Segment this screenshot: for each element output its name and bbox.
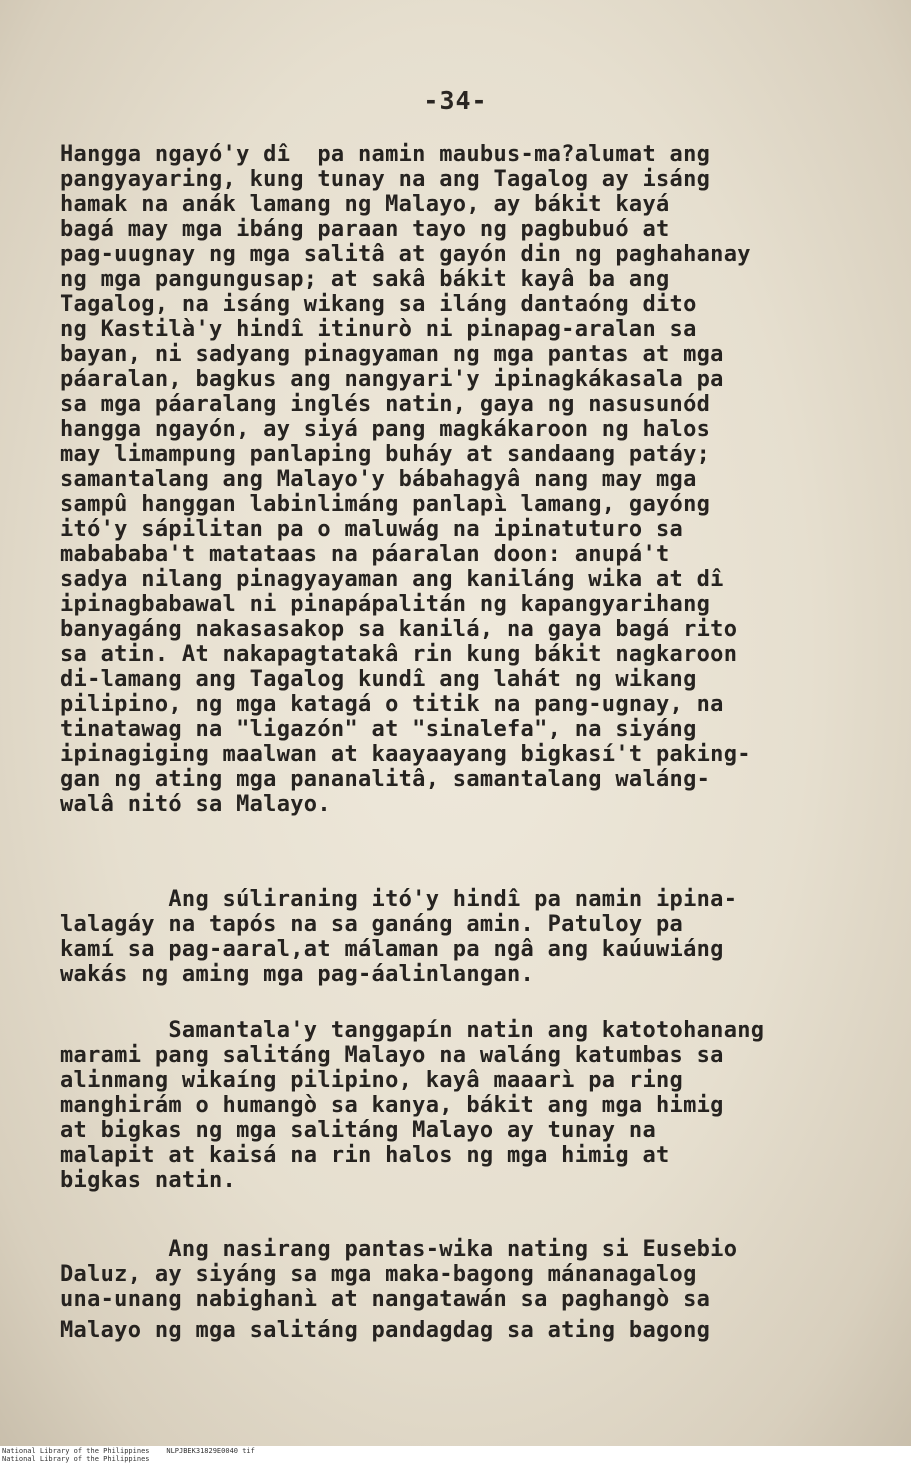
text-line: Hangga ngayó'y dî pa namin maubus-ma?alumat ang [60, 142, 711, 167]
text-line: di-lamang ang Tagalog kundî ang lahát ng wikang [60, 667, 697, 692]
footer-line: National Library of the Philippines [2, 1455, 150, 1463]
text-line: hangga ngayón, ay siyá pang magkákaroon ng halos [60, 417, 711, 442]
footer-line: National Library of the Philippines NLPJBEK31829E0040 tif [2, 1447, 255, 1455]
text-line: hamak na anák lamang ng Malayo, ay bákit kayá [60, 192, 670, 217]
text-line: itó'y sápilitan pa o maluwág na ipinatuturo sa [60, 517, 684, 542]
text-line: lalagáy na tapós na sa ganáng amin. Patuloy pa [60, 912, 684, 937]
text-line: sa atin. At nakapagtatakâ rin kung bákit nagkaroon [60, 642, 738, 667]
text-line: Tagalog, na isáng wikang sa iláng dantaóng dito [60, 292, 697, 317]
text-line: malapit at kaisá na rin halos ng mga himig at [60, 1143, 670, 1168]
text-line: gan ng ating mga pananalitâ, samantalang waláng- [60, 767, 711, 792]
text-line: una-unang nabighanì at nangatawán sa paghangò sa [60, 1287, 711, 1312]
text-line: ng mga pangungusap; at sakâ bákit kayâ ba ang [60, 267, 670, 292]
text-line: tinatawag na "ligazón" at "sinalefa", na siyáng [60, 717, 697, 742]
text-line: ipinagbabawal ni pinapápalitán ng kapangyarihang [60, 592, 711, 617]
text-line: sampû hanggan labinlimáng panlapì lamang, gayóng [60, 492, 711, 517]
text-line: wakás ng aming mga pag-áalinlangan. [60, 962, 535, 987]
text-line: alinmang wikaíng pilipino, kayâ maaarì pa ring [60, 1068, 684, 1093]
text-line: ng Kastilà'y hindî itinurò ni pinapag-aralan sa [60, 317, 697, 342]
text-line: sa mga páaralang inglés natin, gaya ng nasusunód [60, 392, 711, 417]
text-line: pag-uugnay ng mga salitâ at gayón din ng paghahanay [60, 242, 751, 267]
text-line: bagá may mga ibáng paraan tayo ng pagbubuó at [60, 217, 670, 242]
text-line: pangyayaring, kung tunay na ang Tagalog ay isáng [60, 167, 711, 192]
text-line: Malayo ng mga salitáng pandagdag sa ating bagong [60, 1318, 711, 1343]
text-line: manghirám o humangò sa kanya, bákit ang mga himig [60, 1093, 724, 1118]
text-line: Ang nasirang pantas-wika nating si Eusebio [60, 1237, 738, 1262]
text-line: Daluz, ay siyáng sa mga maka-bagong mánanagalog [60, 1262, 697, 1287]
text-line: ipinagiging maalwan at kaayaayang bigkasí't paking- [60, 742, 751, 767]
text-line: at bigkas ng mga salitáng Malayo ay tunay na [60, 1118, 656, 1143]
text-line: mabababa't matataas na páaralan doon: anupá't [60, 542, 670, 567]
text-line: marami pang salitáng Malayo na waláng katumbas sa [60, 1043, 724, 1068]
text-line: bayan, ni sadyang pinagyaman ng mga pantas at mga [60, 342, 724, 367]
text-line: pilipino, ng mga katagá o titik na pang-ugnay, na [60, 692, 724, 717]
text-line: walâ nitó sa Malayo. [60, 792, 331, 817]
text-line: may limampung panlaping buháy at sandaang patáy; [60, 442, 711, 467]
text-line: bigkas natin. [60, 1168, 237, 1193]
text-line: sadya nilang pinagyayaman ang kaniláng wika at dî [60, 567, 724, 592]
scan-footer [0, 1446, 911, 1463]
text-line: kamí sa pag-aaral,at málaman pa ngâ ang kaúuwiáng [60, 937, 724, 962]
text-line: Samantala'y tanggapín natin ang katotohanang [60, 1018, 765, 1043]
text-line: Ang súliraning itó'y hindî pa namin ipina- [60, 887, 738, 912]
text-line: samantalang ang Malayo'y bábahagyâ nang may mga [60, 467, 697, 492]
text-line: páaralan, bagkus ang nangyari'y ipinagkákasala pa [60, 367, 724, 392]
page-number: -34- [423, 86, 488, 115]
text-line: banyagáng nakasasakop sa kanilá, na gaya bagá rito [60, 617, 738, 642]
